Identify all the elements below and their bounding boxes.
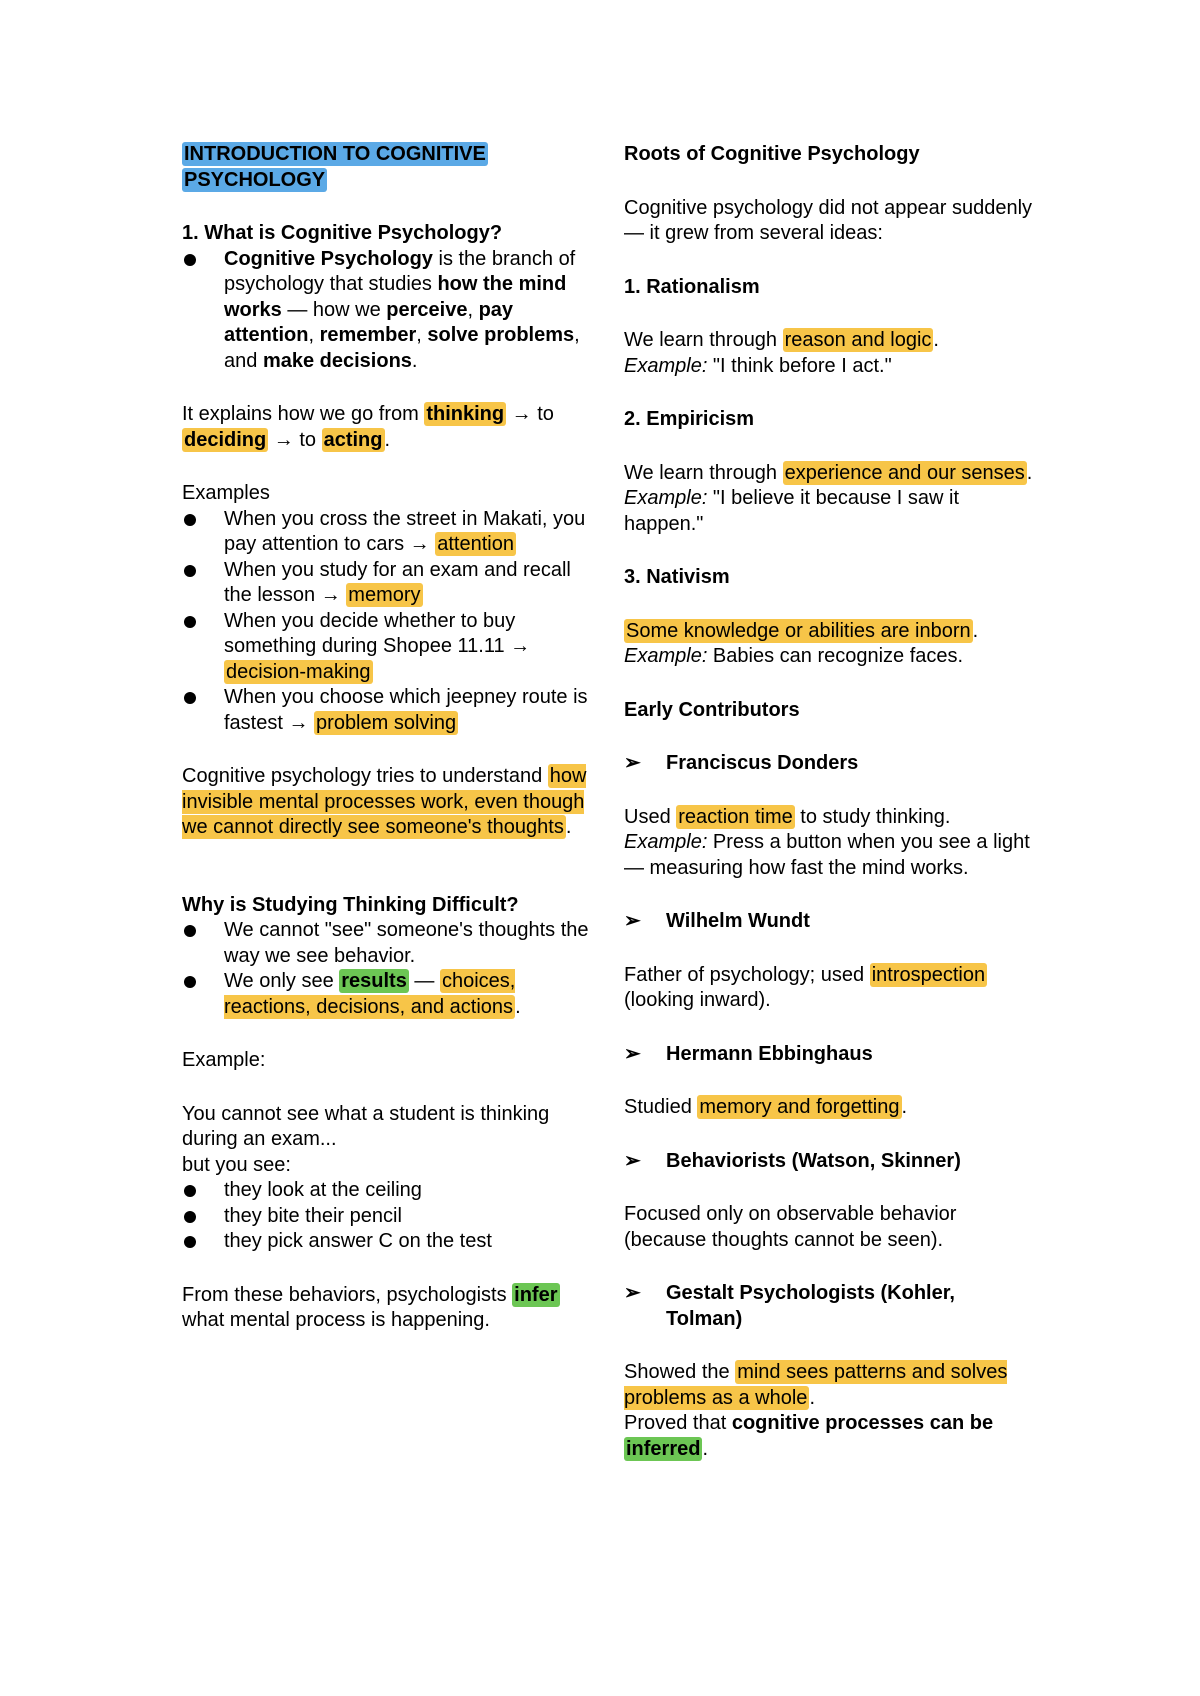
definition-list bbox=[182, 247, 602, 375]
examples-label: Examples bbox=[182, 482, 270, 504]
tries-paragraph: Cognitive psychology tries to understand how invisible mental processes work, even though we cannot directly see someone's thoughts . bbox=[182, 765, 587, 838]
list-item: they look at the ceiling bbox=[182, 1178, 602, 1204]
arrow-bullet-icon: ➢ bbox=[624, 910, 641, 932]
list-item: they bite their pencil bbox=[182, 1204, 602, 1230]
list-item: When you choose which jeepney route is fastest → problem solving bbox=[182, 685, 602, 736]
empiricism-text: We learn through experience and our senses . Example: "I believe it because I saw it happen." bbox=[624, 461, 1033, 535]
behaviorists-text: Focused only on observable behavior (because thoughts cannot be seen). bbox=[624, 1203, 957, 1251]
example-label: Example: bbox=[182, 1049, 266, 1071]
nativism-text: Some knowledge or abilities are inborn . Example: Babies can recognize faces. bbox=[624, 619, 979, 667]
wundt-text: Father of psychology; used introspection (looking inward). bbox=[624, 963, 986, 1011]
list-item: When you decide whether to buy something during Shopee 11.11 → decision-making bbox=[182, 609, 602, 686]
document-title: INTRODUCTION TO COGNITIVE PSYCHOLOGY bbox=[184, 143, 486, 191]
examples-list bbox=[182, 507, 602, 737]
arrow-bullet-icon: ➢ bbox=[624, 1282, 641, 1304]
behaviors-list bbox=[182, 1178, 602, 1255]
ebbinghaus-text: Studied memory and forgetting . bbox=[624, 1096, 908, 1118]
contributor-behaviorists: ➢ Behaviorists (Watson, Skinner) bbox=[624, 1149, 1034, 1175]
explains-paragraph: It explains how we go from thinking → to deciding → to acting . bbox=[182, 403, 554, 451]
list-item: We cannot "see" someone's thoughts the way we see behavior. bbox=[182, 918, 602, 969]
section-heading-why: Why is Studying Thinking Difficult? bbox=[182, 893, 519, 916]
contributor-ebbinghaus: ➢ Hermann Ebbinghaus bbox=[624, 1042, 1034, 1068]
rationalism-heading: 1. Rationalism bbox=[624, 275, 760, 298]
early-contributors-heading: Early Contributors bbox=[624, 698, 800, 721]
contributor-donders: ➢ Franciscus Donders bbox=[624, 751, 1034, 777]
section-heading-what-is: 1. What is Cognitive Psychology? bbox=[182, 222, 503, 244]
list-item: When you study for an exam and recall the lesson → memory bbox=[182, 558, 602, 609]
rationalism-text: We learn through reason and logic . Example: "I think before I act." bbox=[624, 329, 939, 377]
definition-item: Cognitive Psychology is the branch of psychology that studies how the mind works — how we perceive, pay attention, remember, solve problems, and make decisions. bbox=[182, 247, 602, 375]
empiricism-heading: 2. Empiricism bbox=[624, 408, 755, 430]
list-item: We only see results — choices, reactions, decisions, and actions . bbox=[182, 969, 602, 1020]
example-paragraph: You cannot see what a student is thinking during an exam... but you see: bbox=[182, 1102, 550, 1176]
roots-heading: Roots of Cognitive Psychology bbox=[624, 143, 920, 165]
right-column bbox=[624, 142, 1034, 1462]
contributor-wundt: ➢ Wilhelm Wundt bbox=[624, 909, 1034, 935]
arrow-bullet-icon: ➢ bbox=[624, 1042, 641, 1065]
why-list bbox=[182, 918, 602, 1020]
arrow-bullet-icon: ➢ bbox=[624, 752, 641, 774]
donders-text: Used reaction time to study thinking. Example: Press a button when you see a light — measuring how fast the mind works. bbox=[624, 805, 1030, 879]
nativism-heading: 3. Nativism bbox=[624, 566, 730, 588]
roots-intro: Cognitive psychology did not appear suddenly — it grew from several ideas: bbox=[624, 196, 1033, 244]
gestalt-text: Showed the mind sees patterns and solves problems as a whole . Proved that cognitive processes can be inferred . bbox=[624, 1361, 1008, 1460]
left-column bbox=[182, 142, 602, 1334]
arrow-bullet-icon: ➢ bbox=[624, 1149, 641, 1172]
list-item: they pick answer C on the test bbox=[182, 1229, 602, 1255]
infer-paragraph: From these behaviors, psychologists infer what mental process is happening. bbox=[182, 1283, 558, 1331]
contributor-gestalt: ➢ Gestalt Psychologists (Kohler, Tolman) bbox=[624, 1282, 955, 1330]
list-item: When you cross the street in Makati, you pay attention to cars → attention bbox=[182, 507, 602, 558]
